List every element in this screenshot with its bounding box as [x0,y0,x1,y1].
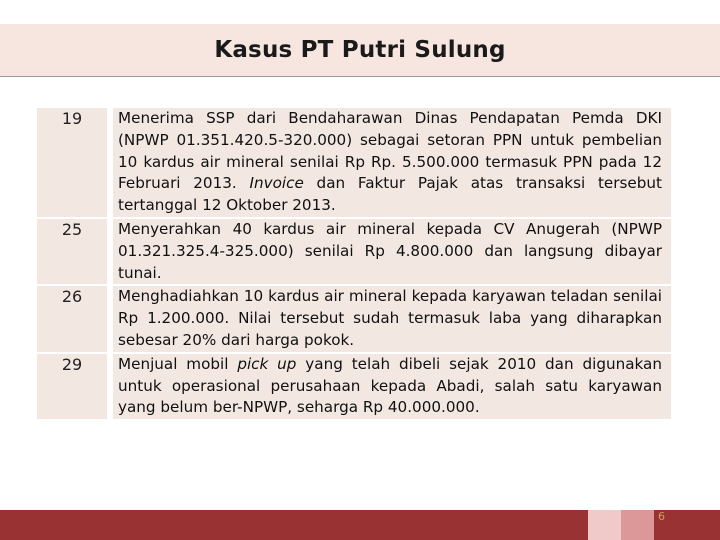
case-description: Menyerahkan 40 kardus air mineral kepada CV Anugerah (NPWP 01.321.325.4-325.000) senilai Rp 4.800.000 dan langsung dibayar tunai. [113,219,671,284]
page-number: 6 [658,510,665,523]
case-number: 19 [37,108,107,217]
footer-bar [0,510,720,540]
footer-light-block [588,510,621,540]
cases-table [37,108,671,421]
top-stripe [0,0,720,18]
title-band [0,24,720,77]
case-row [37,354,671,419]
footer-mid-block [621,510,654,540]
case-row [37,108,671,217]
case-number: 29 [37,354,107,419]
case-row [37,219,671,284]
case-description: Menerima SSP dari Bendaharawan Dinas Pendapatan Pemda DKI (NPWP 01.351.420.5-320.000) sebagai setoran PPN untuk pembelian 10 kardus air mineral senilai Rp Rp. 5.500.000 termasuk PPN pada 12 Februari 2013. Invoice dan Faktur Pajak atas transaksi tersebut tertanggal 12 Oktober 2013. [113,108,671,217]
case-number: 25 [37,219,107,284]
case-description: Menjual mobil pick up yang telah dibeli sejak 2010 dan digunakan untuk operasional perusahaan kepada Abadi, salah satu karyawan yang belum ber-NPWP, seharga Rp 40.000.000. [113,354,671,419]
footer-end-block [654,510,720,540]
footer-main-block [0,510,588,540]
case-number: 26 [37,286,107,351]
case-row [37,286,671,351]
case-description: Menghadiahkan 10 kardus air mineral kepada karyawan teladan senilai Rp 1.200.000. Nilai tersebut sudah termasuk laba yang diharapkan sebesar 20% dari harga pokok. [113,286,671,351]
slide-title: Kasus PT Putri Sulung [214,37,506,63]
